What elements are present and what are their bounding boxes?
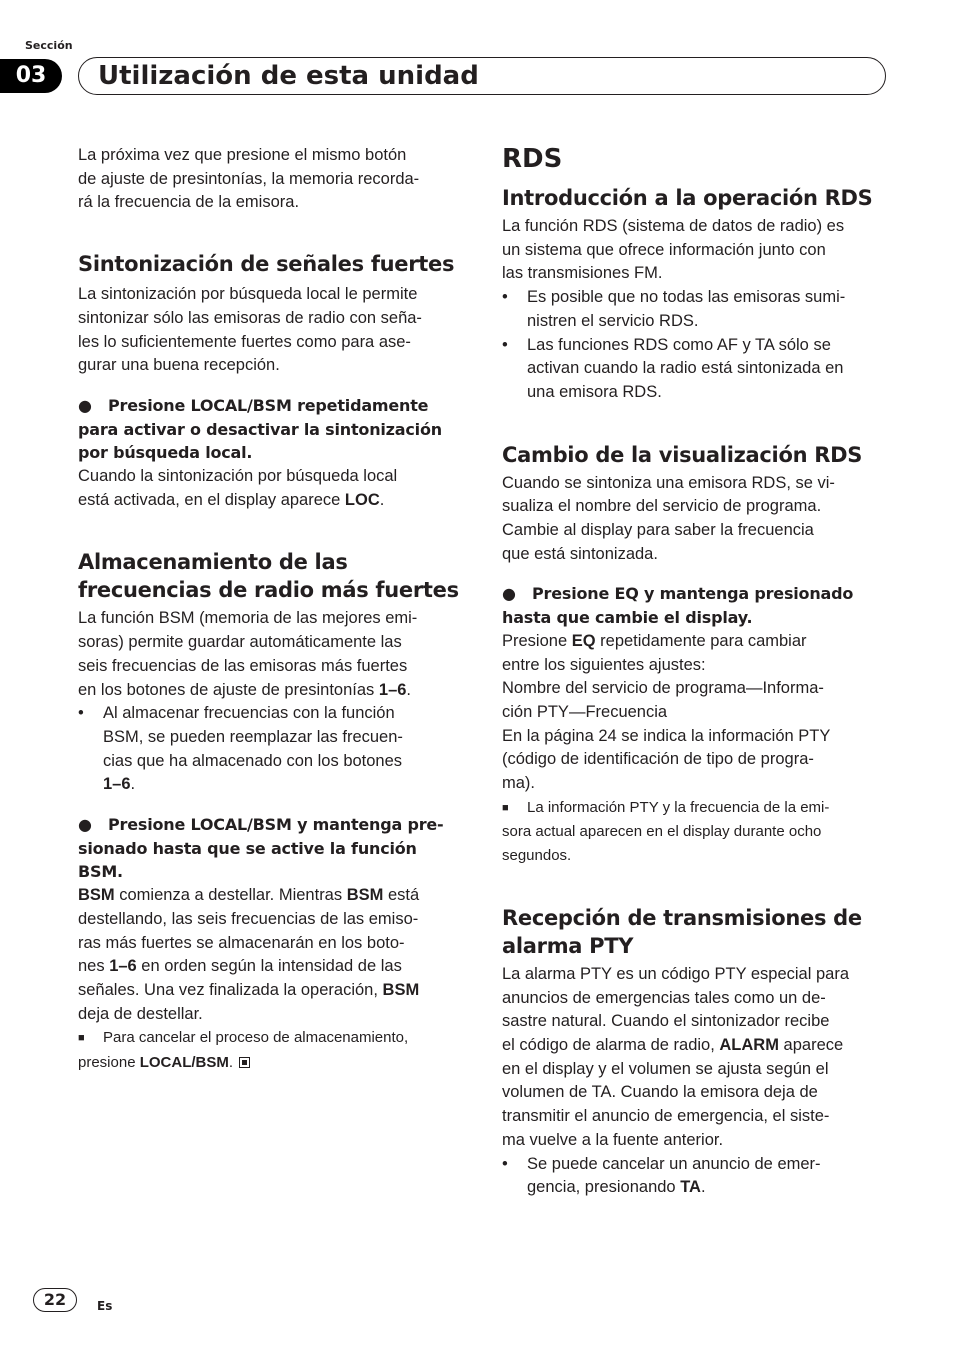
bsm-result: BSM comienza a destellar. Mientras BSM está destellando, las seis frecuencias de las emiso- ras más fuertes se almacenarán en los boto- nes 1–6 en orden según la intensidad de las señales. Una vez finalizada la operación, BSM deja de destellar.	[78, 886, 420, 1023]
bsm-description: La función BSM (memoria de las mejores emi- soras) permite guardar automáticamente las seis frecuencias de las emisoras más fuertes en los botones de ajuste de presintonías 1–6.	[78, 609, 418, 699]
right-column	[502, 144, 890, 1200]
rds-bullet-1: • Es posible que no todas las emisoras sumi- nistren el servicio RDS.	[502, 286, 890, 333]
note-square-icon: ■	[78, 1032, 85, 1045]
intro-paragraph: La próxima vez que presione el mismo botón de ajuste de presintonías, la memoria recorda- rá la frecuencia de la emisora.	[78, 146, 420, 212]
pty-alarm-description: La alarma PTY es un código PTY especial para anuncios de emergencias tales como un de- sastre natural. Cuando el sintonizador recibe el código de alarma de radio, ALARM aparece en el display y el volumen se ajusta según el volumen de TA. Cuando la emisora deja de transmitir el anuncio de emergencia, el siste- ma vuelve a la fuente anterior.	[502, 964, 850, 1149]
bullet-icon: •	[502, 1154, 508, 1173]
heading-rds-intro: Introducción a la operación RDS	[502, 186, 873, 210]
pty-alarm-bullet: • Se puede cancelar un anuncio de emer- gencia, presionando TA.	[502, 1153, 890, 1200]
language-code: Es	[97, 1299, 113, 1313]
step-local: ● Presione LOCAL/BSM repetidamente para activar o desactivar la sintonización por búsqueda local.	[78, 395, 442, 463]
note-square-icon: ■	[502, 801, 509, 814]
step-bullet-icon: ●	[78, 395, 92, 415]
rds-display-result: Presione EQ repetidamente para cambiar entre los siguientes ajustes: Nombre del servicio de programa—Informa- ción PTY—Frecuencia En la página 24 se indica la información PTY (código de identificación de tipo de progra- ma).	[502, 631, 831, 793]
rds-display-description: Cuando se sintoniza una emisora RDS, se vi- sualiza el nombre del servicio de programa. Cambie al display para saber la frecuencia que está sintonizada.	[502, 473, 835, 563]
bullet-icon: •	[502, 335, 508, 354]
bsm-bullet: • Al almacenar frecuencias con la función BSM, se pueden reemplazar las frecuen- cias que ha almacenado con los botones 1–6.	[78, 702, 466, 797]
bullet-icon: •	[78, 704, 84, 723]
step-eq: ● Presione EQ y mantenga presionado hasta que cambie el display.	[502, 584, 854, 628]
end-of-section-icon	[239, 1057, 250, 1068]
heading-pty-alarm: Recepción de transmisiones de alarma PTY	[502, 905, 862, 958]
rds-bullet-2: • Las funciones RDS como AF y TA sólo se activan cuando la radio está sintonizada en una emisora RDS.	[502, 334, 890, 405]
section-label: Sección	[25, 39, 73, 52]
left-column	[78, 144, 466, 1075]
page-title: Utilización de esta unidad	[98, 61, 479, 91]
pty-note: ■ La información PTY y la frecuencia de la emi- sora actual aparecen en el display durante ocho segundos.	[502, 798, 830, 865]
local-description: La sintonización por búsqueda local le permite sintonizar sólo las emisoras de radio con seña- les lo suficientemente fuertes como para ase- gurar una buena recepción.	[78, 285, 422, 375]
rds-intro-description: La función RDS (sistema de datos de radio) es un sistema que ofrece información junto con las transmisiones FM.	[502, 217, 845, 283]
step-bullet-icon: ●	[502, 584, 516, 604]
step-bullet-icon: ●	[78, 815, 92, 835]
bsm-cancel-note: ■ Para cancelar el proceso de almacenamiento, presione LOCAL/BSM.	[78, 1029, 409, 1072]
local-result: Cuando la sintonización por búsqueda local está activada, en el display aparece LOC.	[78, 467, 398, 509]
step-bsm: ● Presione LOCAL/BSM y mantenga pre- sionado hasta que se active la función BSM.	[78, 815, 444, 882]
heading-local-tuning: Sintonización de señales fuertes	[78, 252, 455, 277]
heading-rds: RDS	[502, 144, 563, 174]
heading-rds-display: Cambio de la visualización RDS	[502, 442, 863, 467]
heading-bsm: Almacenamiento de las frecuencias de radio más fuertes	[78, 550, 459, 603]
section-number-tab: 03	[0, 59, 62, 93]
page-number: 22	[33, 1288, 77, 1312]
bullet-icon: •	[502, 288, 508, 307]
